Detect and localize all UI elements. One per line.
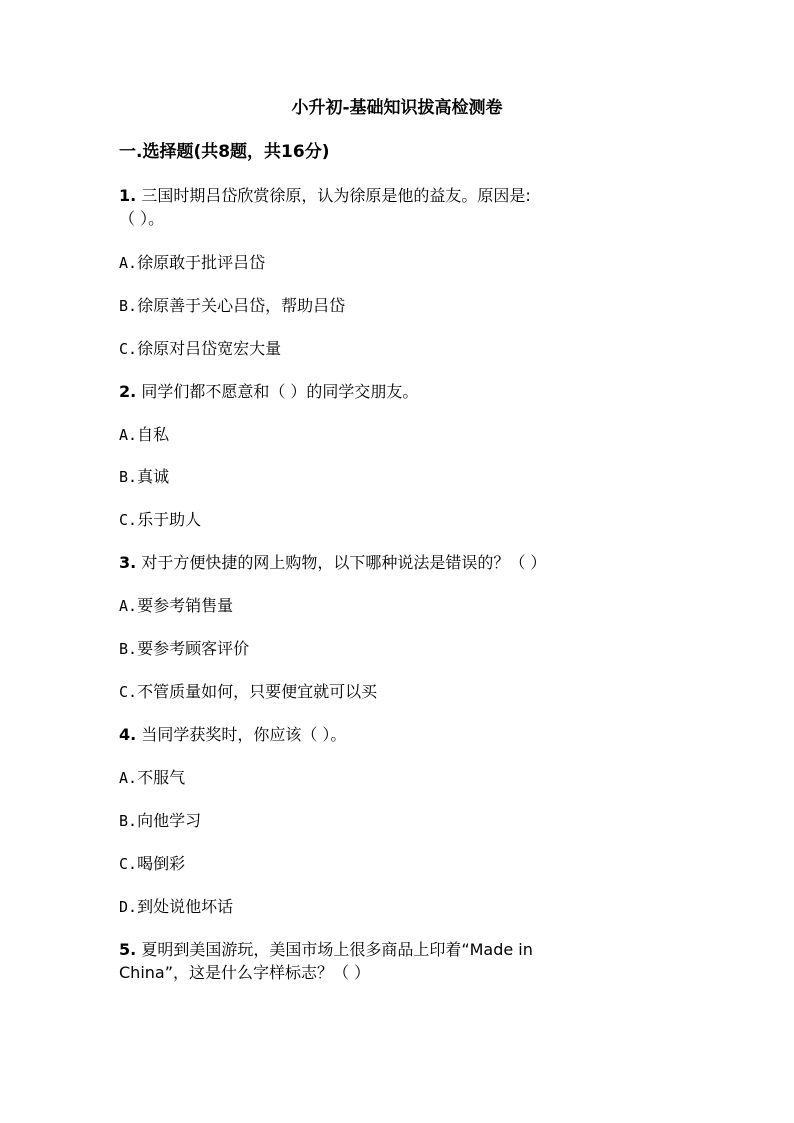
- option-text: 自私: [137, 425, 170, 444]
- option-letter: A.: [119, 769, 138, 787]
- question-4-option-c: [119, 853, 185, 875]
- option-text: 不管质量如何，只要便宜就可以买: [137, 682, 378, 701]
- question-4-stem: [119, 724, 346, 746]
- option-letter: D.: [119, 898, 138, 916]
- option-letter: B.: [119, 640, 138, 658]
- option-text: 要参考顾客评价: [137, 639, 250, 658]
- question-4-option-b: [119, 810, 201, 832]
- question-5-stem-continued: China”，这是什么字样标志？（ ）: [119, 963, 371, 982]
- question-1-stem-continued: （ ）。: [119, 209, 165, 228]
- question-text: 三国时期吕岱欣赏徐原，认为徐原是他的益友。原因是:: [141, 186, 531, 205]
- option-text: 徐原善于关心吕岱，帮助吕岱: [137, 296, 346, 315]
- question-text: 对于方便快捷的网上购物，以下哪种说法是错误的？（ ）: [141, 553, 547, 572]
- question-5-stem: [119, 939, 533, 961]
- question-4-option-a: [119, 767, 185, 789]
- option-text: 乐于助人: [137, 510, 202, 529]
- option-text: 到处说他坏话: [137, 897, 234, 916]
- section-heading: 一.选择题(共8题，共16分): [119, 142, 330, 162]
- question-number: 3.: [119, 553, 137, 572]
- question-number: 2.: [119, 382, 137, 401]
- question-1-stem: [119, 185, 531, 207]
- question-2-option-c: [119, 509, 201, 531]
- option-text: 真诚: [137, 467, 170, 486]
- option-letter: C.: [119, 683, 138, 701]
- question-text: 当同学获奖时，你应该（ ）。: [141, 725, 347, 744]
- question-3-option-b: [119, 638, 249, 660]
- option-text: 要参考销售量: [137, 596, 234, 615]
- option-letter: B.: [119, 812, 138, 830]
- option-text: 徐原对吕岱宽宏大量: [137, 339, 282, 358]
- question-number: 5.: [119, 940, 137, 959]
- question-3-stem: [119, 552, 546, 574]
- option-letter: C.: [119, 511, 138, 529]
- question-number: 1.: [119, 186, 137, 205]
- option-letter: A.: [119, 426, 138, 444]
- option-letter: C.: [119, 855, 138, 873]
- question-1-option-b: [119, 295, 345, 317]
- question-2-stem: [119, 381, 418, 403]
- question-2-option-b: [119, 466, 169, 488]
- option-text: 不服气: [137, 768, 186, 787]
- question-2-option-a: [119, 424, 169, 446]
- option-letter: B.: [119, 468, 138, 486]
- option-text: 徐原敢于批评吕岱: [137, 253, 266, 272]
- question-4-option-d: [119, 896, 233, 918]
- option-letter: C.: [119, 340, 138, 358]
- option-letter: A.: [119, 597, 138, 615]
- option-text: 向他学习: [137, 811, 202, 830]
- question-3-option-c: [119, 681, 377, 703]
- question-1-option-a: [119, 252, 265, 274]
- option-text: 喝倒彩: [137, 854, 186, 873]
- question-1-option-c: [119, 338, 281, 360]
- question-text: 同学们都不愿意和（ ）的同学交朋友。: [141, 382, 419, 401]
- question-text: 夏明到美国游玩，美国市场上很多商品上印着“Made in: [141, 940, 533, 959]
- option-letter: A.: [119, 254, 138, 272]
- option-letter: B.: [119, 297, 138, 315]
- question-3-option-a: [119, 595, 233, 617]
- document-title: 小升初-基础知识拔高检测卷: [291, 98, 503, 118]
- question-number: 4.: [119, 725, 137, 744]
